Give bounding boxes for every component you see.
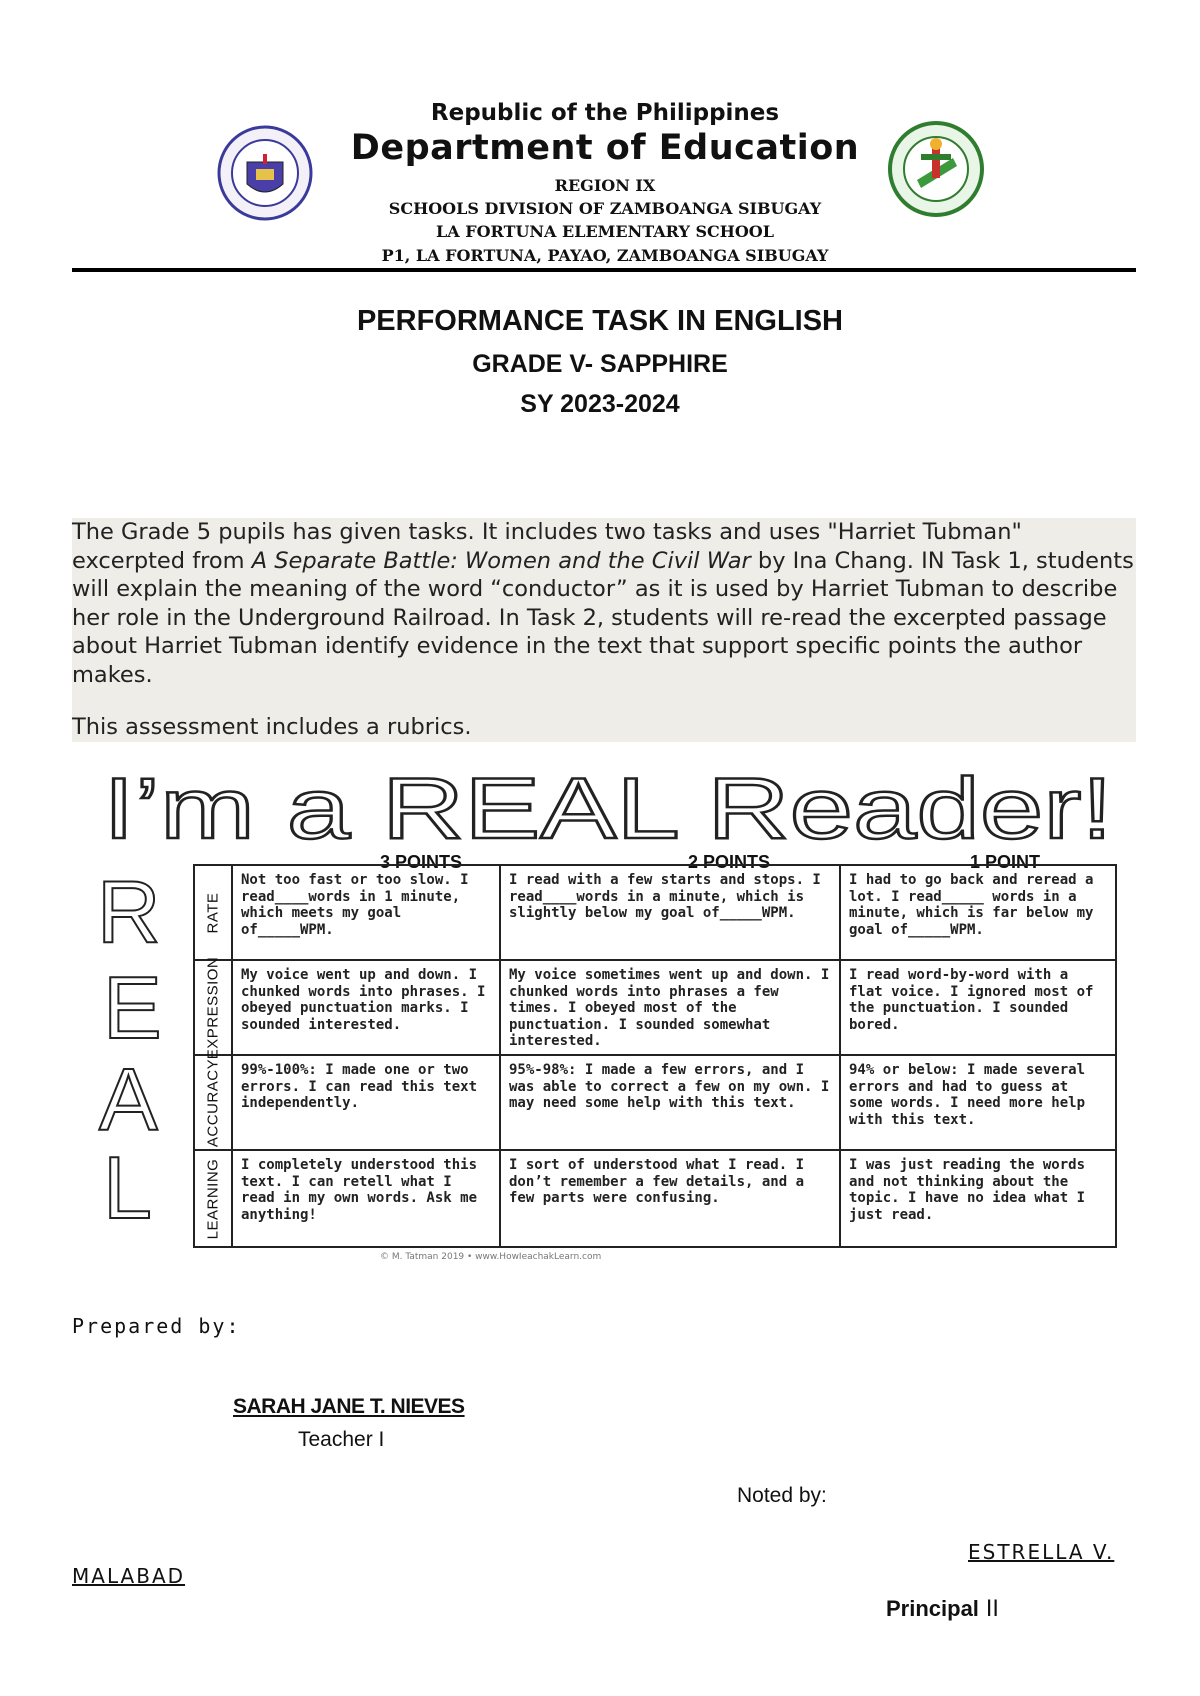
principal-name-last: MALABAD (72, 1564, 186, 1588)
division-line: SCHOOLS DIVISION OF ZAMBOANGA SIBUGAY (388, 199, 822, 218)
real-reader-rubric (95, 768, 1125, 1253)
grade-section-title: GRADE V- SAPPHIRE (472, 350, 728, 378)
rubric-title-graphic (95, 768, 1125, 848)
rubric-grid (193, 864, 1117, 1248)
col-header-2: 2 POINTS (687, 852, 771, 872)
expression-3-points: My voice went up and down. I chunked words into phrases. I obeyed punctuation marks. I sounded interested. (231, 961, 499, 1054)
row-label-expression: EXPRESSION (204, 956, 222, 1059)
rubric-title: I’m a REAL Reader! (103, 768, 1113, 848)
principal-name-first: ESTRELLA V. (968, 1540, 1115, 1564)
rate-3-points: Not too fast or too slow. I read____words in 1 minute, which meets my goal of_____WPM. (231, 866, 499, 959)
principal-position-rank: II (978, 1597, 999, 1622)
row-label-rate: RATE (204, 892, 222, 933)
accuracy-1-point: 94% or below: I made several errors and had to guess at some words. I need more help with this text. (839, 1056, 1115, 1149)
region-line: REGION IX (554, 176, 656, 195)
row-label-accuracy: ACCURACY (204, 1058, 222, 1147)
task-title: PERFORMANCE TASK IN ENGLISH (356, 305, 844, 337)
school-year-title: SY 2023-2024 (520, 390, 680, 418)
col-header-3: 3 POINTS (379, 852, 463, 872)
expression-1-point: I read word-by-word with a flat voice. I ignored most of the punctuation. I sounded bored. (839, 961, 1115, 1054)
rubric-row-accuracy (195, 1056, 1115, 1151)
col-header-1: 1 POINT (969, 852, 1040, 872)
description-paragraph (72, 518, 1136, 689)
letter-r: R (97, 862, 161, 961)
noted-by-label: Noted by: (737, 1484, 827, 1507)
rubric-credit: © M. Tatman 2019 • www.HowIeachakLearn.com (380, 1252, 602, 1262)
republic-heading: Republic of the Philippines (430, 100, 780, 126)
row-label-learning: LEARNING (204, 1158, 222, 1239)
accuracy-2-points: 95%-98%: I made a few errors, and I was able to correct a few on my own. I may need some help with this text. (499, 1056, 839, 1149)
address-line: P1, LA FORTUNA, PAYAO, ZAMBOANGA SIBUGAY (381, 246, 829, 265)
school-seal-logo (887, 120, 985, 218)
rate-1-point: I had to go back and reread a lot. I read_____ words in a minute, which is far below my goal of_____WPM. (839, 866, 1115, 959)
learning-3-points: I completely understood this text. I can retell what I read in my own words. Ask me anything! (231, 1151, 499, 1246)
learning-2-points: I sort of understood what I read. I don’t remember a few details, and a few parts were confusing. (499, 1151, 839, 1246)
prepared-by-label: Prepared by: (72, 1314, 241, 1338)
rubric-row-rate (195, 866, 1115, 961)
department-heading: Department of Education (350, 128, 860, 168)
description-block (72, 518, 1136, 742)
deped-seal-logo (216, 124, 314, 222)
expression-2-points: My voice sometimes went up and down. I chunked words into phrases a few times. I obeyed most of the punctuation. I sounded somewhat interested. (499, 961, 839, 1054)
description-part1: The Grade 5 pupils has given tasks. It includes two tasks and uses "Harriet Tubman" excerpted from (72, 519, 1022, 574)
school-line: LA FORTUNA ELEMENTARY SCHOOL (436, 222, 774, 241)
learning-1-point: I was just reading the words and not thinking about the topic. I have no idea what I just read. (839, 1151, 1115, 1246)
accuracy-3-points: 99%-100%: I made one or two errors. I can read this text independently. (231, 1056, 499, 1149)
letter-l: L (103, 1138, 152, 1237)
teacher-position: Teacher I (298, 1428, 385, 1451)
rubric-note: This assessment includes a rubrics. (72, 714, 472, 740)
principal-position (886, 1596, 999, 1622)
description-part2: by Ina Chang. IN Task 1, students will explain the meaning of the word “conductor” as it is used by Harriet Tubman to describe her role in the Underground Railroad. In Task 2, students will re-read the excerpted passage about Harriet Tubman identify evidence in the text that support specific points the author makes. (72, 547, 1134, 688)
rate-2-points: I read with a few starts and stops. I read____words in a minute, which is slightly below my goal of_____WPM. (499, 866, 839, 959)
book-title: A Separate Battle: Women and the Civil War (251, 547, 751, 574)
header-divider (72, 268, 1136, 272)
letter-e: E (103, 958, 162, 1057)
letter-a: A (99, 1050, 158, 1149)
rubric-row-expression (195, 956, 1115, 1059)
teacher-name: SARAH JANE T. NIEVES (233, 1395, 465, 1418)
principal-position-title: Principal (886, 1596, 979, 1621)
rubric-row-learning (195, 1151, 1115, 1246)
